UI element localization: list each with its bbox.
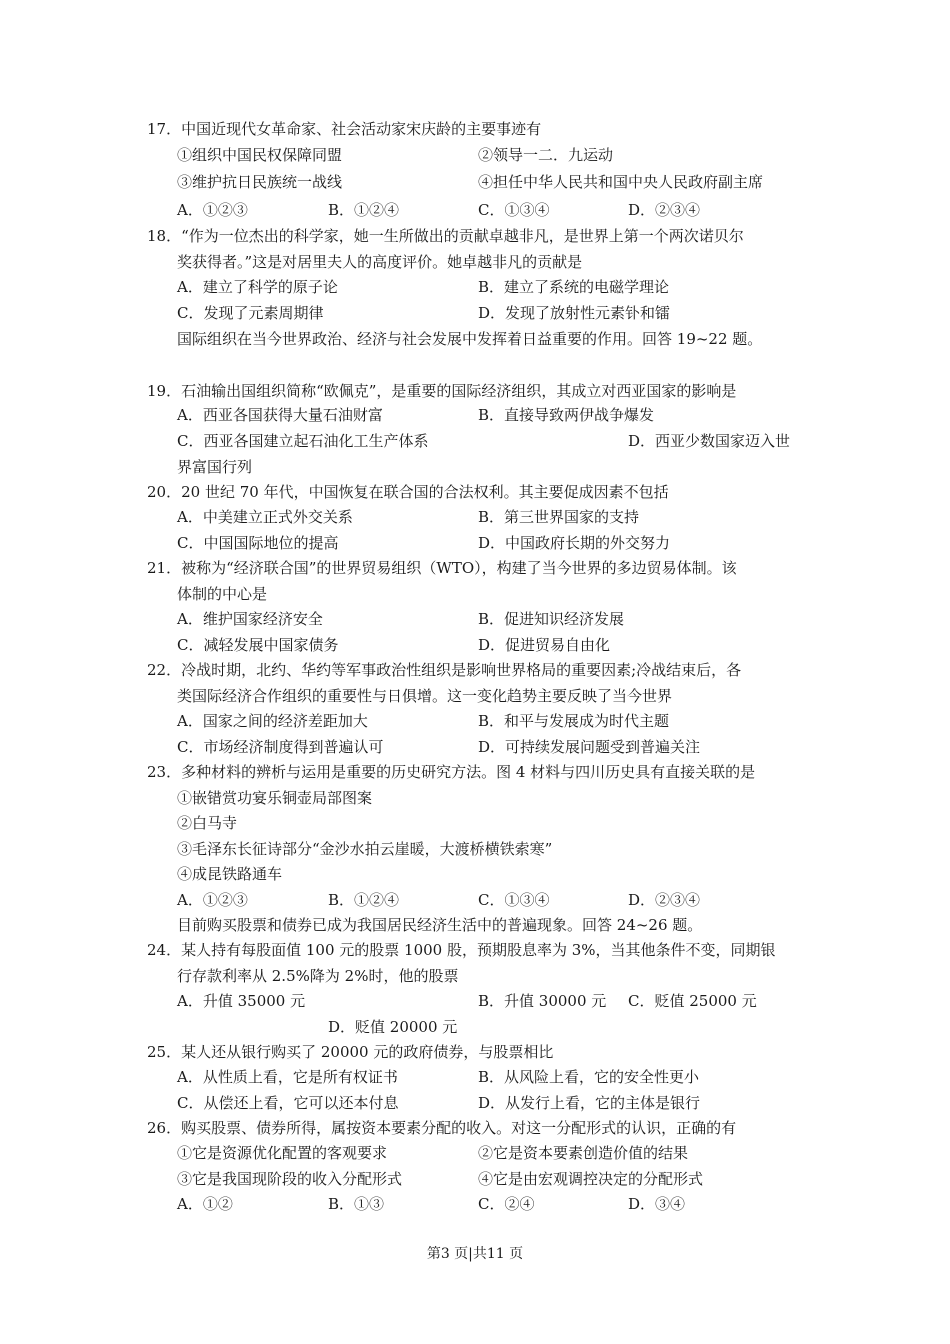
- q25-stem: 25．某人还从银行购买了 20000 元的政府债券，与股票相比: [147, 1043, 554, 1061]
- q19-option-b: B．直接导致两伊战争爆发: [478, 406, 655, 424]
- q25-option-a: A．从性质上看，它是所有权证书: [177, 1068, 398, 1086]
- page-footer: 第3 页|共11 页: [426, 1246, 524, 1262]
- q18-option-d: D．发现了放射性元素钋和镭: [478, 304, 671, 322]
- q23-statement-1: ①嵌错赏功宴乐铜壶局部图案: [177, 789, 373, 807]
- q24-stem-line-2: 行存款利率从 2.5%降为 2%时，他的股票: [177, 967, 459, 985]
- q26-statement-4: ④它是由宏观调控决定的分配形式: [478, 1170, 704, 1188]
- q18-option-c: C．发现了元素周期律: [177, 304, 324, 322]
- q24-option-a: A．升值 35000 元: [177, 992, 306, 1010]
- q21-option-d: D．促进贸易自由化: [478, 636, 611, 654]
- q20-option-a: A．中美建立正式外交关系: [177, 508, 353, 526]
- q20-option-c: C．中国国际地位的提高: [177, 534, 339, 552]
- q20-option-b: B．第三世界国家的支持: [478, 508, 640, 526]
- q17-statement-1: ①组织中国民权保障同盟: [177, 146, 343, 164]
- q26-statement-3: ③它是我国现阶段的收入分配形式: [177, 1170, 403, 1188]
- q22-option-d: D．可持续发展问题受到普遍关注: [478, 738, 701, 756]
- q19-option-c: C．西亚各国建立起石油化工生产体系: [177, 432, 429, 450]
- q24-stem-line-1: 24．某人持有每股面值 100 元的股票 1000 股，预期股息率为 3%，当其他条件不变，同期银: [147, 941, 776, 959]
- q18-stem-line-2: 奖获得者。”这是对居里夫人的高度评价。她卓越非凡的贡献是: [177, 253, 583, 271]
- section-intro-19-22: 国际组织在当今世界政治、经济与社会发展中发挥着日益重要的作用。回答 19~22 题。: [177, 330, 763, 348]
- q25-option-b: B．从风险上看，它的安全性更小: [478, 1068, 700, 1086]
- q23-stem: 23．多种材料的辨析与运用是重要的历史研究方法。图 4 材料与四川历史具有直接关联的是: [147, 763, 756, 781]
- q26-option-c: C．②④: [478, 1195, 535, 1213]
- q18-option-b: B．建立了系统的电磁学理论: [478, 278, 670, 296]
- q23-statement-3: ③毛泽东长征诗部分“金沙水拍云崖暖，大渡桥横铁索寒”: [177, 840, 553, 858]
- q20-option-d: D．中国政府长期的外交努力: [478, 534, 671, 552]
- q26-option-b: B．①③: [328, 1195, 385, 1213]
- q24-option-d: D．贬值 20000 元: [328, 1018, 458, 1036]
- q17-stem: 17．中国近现代女革命家、社会活动家宋庆龄的主要事迹有: [147, 120, 542, 138]
- q24-option-b: B．升值 30000 元: [478, 992, 607, 1010]
- q22-option-a: A．国家之间的经济差距加大: [177, 712, 368, 730]
- q25-option-d: D．从发行上看，它的主体是银行: [478, 1094, 701, 1112]
- q17-option-c: C．①③④: [478, 201, 550, 219]
- q26-stem: 26．购买股票、债券所得，属按资本要素分配的收入。对这一分配形式的认识，正确的有: [147, 1119, 737, 1137]
- q17-option-a: A．①②③: [177, 201, 248, 219]
- q17-option-d: D．②③④: [628, 201, 701, 219]
- q23-option-c: C．①③④: [478, 891, 550, 909]
- q22-stem-line-1: 22．冷战时期，北约、华约等军事政治性组织是影响世界格局的重要因素;冷战结束后，各: [147, 661, 742, 679]
- q21-option-a: A．维护国家经济安全: [177, 610, 323, 628]
- q23-statement-4: ④成昆铁路通车: [177, 865, 283, 883]
- q26-option-a: A．①②: [177, 1195, 233, 1213]
- q17-statement-3: ③维护抗日民族统一战线: [177, 173, 343, 191]
- q22-stem-line-2: 类国际经济合作组织的重要性与日俱增。这一变化趋势主要反映了当今世界: [177, 687, 673, 705]
- q19-stem: 19．石油输出国组织简称“欧佩克”，是重要的国际经济组织，其成立对西亚国家的影响是: [147, 382, 737, 400]
- q24-option-c: C．贬值 25000 元: [628, 992, 757, 1010]
- q21-option-c: C．减轻发展中国家债务: [177, 636, 339, 654]
- q17-statement-2: ②领导一二．九运动: [478, 146, 614, 164]
- q22-option-b: B．和平与发展成为时代主题: [478, 712, 670, 730]
- q19-option-a: A．西亚各国获得大量石油财富: [177, 406, 383, 424]
- q23-statement-2: ②白马寺: [177, 814, 238, 832]
- q22-option-c: C．市场经济制度得到普遍认可: [177, 738, 384, 756]
- q21-stem-line-2: 体制的中心是: [177, 585, 268, 603]
- q23-option-b: B．①②④: [328, 891, 400, 909]
- q17-option-b: B．①②④: [328, 201, 400, 219]
- q25-option-c: C．从偿还上看，它可以还本付息: [177, 1094, 399, 1112]
- q19-option-d: D．西亚少数国家迈入世: [628, 432, 791, 450]
- q23-option-d: D．②③④: [628, 891, 701, 909]
- q18-stem-line-1: 18．“作为一位杰出的科学家，她一生所做出的贡献卓越非凡，是世界上第一个两次诺贝尔: [147, 227, 744, 245]
- q26-statement-2: ②它是资本要素创造价值的结果: [478, 1144, 689, 1162]
- q26-statement-1: ①它是资源优化配置的客观要求: [177, 1144, 388, 1162]
- q18-option-a: A．建立了科学的原子论: [177, 278, 338, 296]
- q23-option-a: A．①②③: [177, 891, 248, 909]
- q26-option-d: D．③④: [628, 1195, 686, 1213]
- q17-statement-4: ④担任中华人民共和国中央人民政府副主席: [478, 173, 764, 191]
- q21-stem-line-1: 21．被称为“经济联合国”的世界贸易组织（WTO），构建了当今世界的多边贸易体制。该: [147, 559, 737, 577]
- q20-stem: 20．20 世纪 70 年代，中国恢复在联合国的合法权利。其主要促成因素不包括: [147, 483, 669, 501]
- section-intro-24-26: 目前购买股票和债券已成为我国居民经济生活中的普遍现象。回答 24~26 题。: [177, 916, 703, 934]
- q21-option-b: B．促进知识经济发展: [478, 610, 625, 628]
- q19-option-d-continued: 界富国行列: [177, 458, 253, 476]
